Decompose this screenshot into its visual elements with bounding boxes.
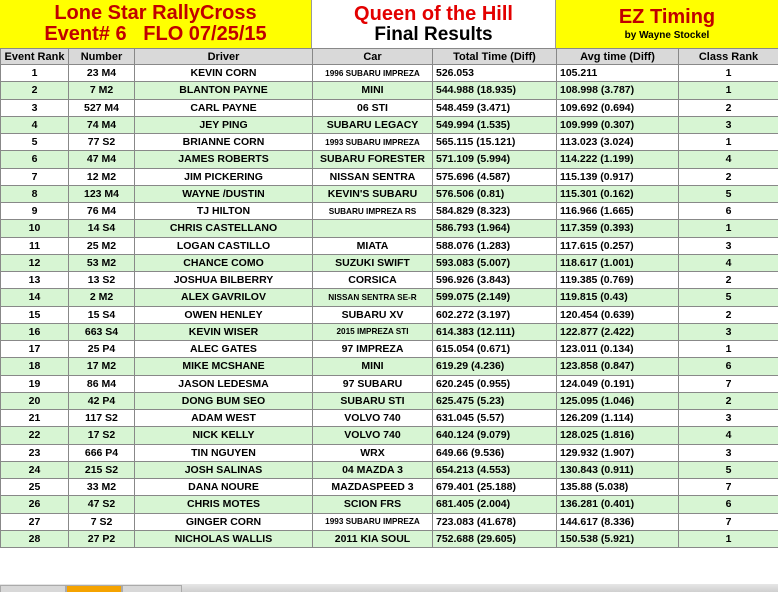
table-row <box>1 82 778 99</box>
cell-class-rank: 2 <box>679 392 778 409</box>
cell-car: SUBARU FORESTER <box>313 151 433 168</box>
cell-avg-time: 136.281 (0.401) <box>557 496 679 513</box>
cell-car <box>313 220 433 237</box>
cell-car: VOLVO 740 <box>313 410 433 427</box>
cell-event-rank: 15 <box>1 306 69 323</box>
cell-event-rank: 9 <box>1 203 69 220</box>
cell-event-rank: 22 <box>1 427 69 444</box>
header-band <box>0 0 778 48</box>
cell-event-rank: 24 <box>1 461 69 478</box>
table-row <box>1 168 778 185</box>
table-row <box>1 151 778 168</box>
table-row <box>1 116 778 133</box>
table-row <box>1 306 778 323</box>
cell-total-time: 614.383 (12.111) <box>433 323 557 340</box>
cell-number: 215 S2 <box>69 461 135 478</box>
cell-avg-time: 116.966 (1.665) <box>557 203 679 220</box>
cell-total-time: 723.083 (41.678) <box>433 513 557 530</box>
taskbar-button-active[interactable] <box>66 585 122 592</box>
col-header-class-rank: Class Rank <box>679 49 778 65</box>
taskbar-button[interactable] <box>122 585 182 592</box>
cell-driver: ALEC GATES <box>135 341 313 358</box>
column-header-row <box>1 49 778 65</box>
table-row <box>1 220 778 237</box>
cell-total-time: 679.401 (25.188) <box>433 479 557 496</box>
cell-class-rank: 4 <box>679 427 778 444</box>
cell-avg-time: 128.025 (1.816) <box>557 427 679 444</box>
cell-driver: BRIANNE CORN <box>135 134 313 151</box>
cell-avg-time: 117.615 (0.257) <box>557 237 679 254</box>
cell-driver: JASON LEDESMA <box>135 375 313 392</box>
table-row <box>1 185 778 202</box>
cell-class-rank: 1 <box>679 341 778 358</box>
cell-class-rank: 2 <box>679 306 778 323</box>
cell-avg-time: 120.454 (0.639) <box>557 306 679 323</box>
cell-event-rank: 18 <box>1 358 69 375</box>
cell-driver: LOGAN CASTILLO <box>135 237 313 254</box>
cell-total-time: 576.506 (0.81) <box>433 185 557 202</box>
cell-car: MINI <box>313 358 433 375</box>
cell-car: SUBARU LEGACY <box>313 116 433 133</box>
col-header-total-time: Total Time (Diff) <box>433 49 557 65</box>
cell-class-rank: 2 <box>679 168 778 185</box>
cell-driver: BLANTON PAYNE <box>135 82 313 99</box>
cell-event-rank: 4 <box>1 116 69 133</box>
cell-total-time: 620.245 (0.955) <box>433 375 557 392</box>
cell-driver: KEVIN CORN <box>135 65 313 82</box>
cell-event-rank: 2 <box>1 82 69 99</box>
cell-driver: DANA NOURE <box>135 479 313 496</box>
timing-title: EZ Timing <box>618 5 716 28</box>
cell-total-time: 548.459 (3.471) <box>433 99 557 116</box>
cell-number: 53 M2 <box>69 254 135 271</box>
cell-driver: DONG BUM SEO <box>135 392 313 409</box>
cell-number: 25 M2 <box>69 237 135 254</box>
cell-number: 17 S2 <box>69 427 135 444</box>
cell-event-rank: 14 <box>1 289 69 306</box>
cell-driver: NICK KELLY <box>135 427 313 444</box>
cell-car: NISSAN SENTRA <box>313 168 433 185</box>
cell-number: 25 P4 <box>69 341 135 358</box>
cell-avg-time: 135.88 (5.038) <box>557 479 679 496</box>
cell-driver: CHRIS CASTELLANO <box>135 220 313 237</box>
cell-total-time: 615.054 (0.671) <box>433 341 557 358</box>
cell-event-rank: 25 <box>1 479 69 496</box>
cell-event-rank: 6 <box>1 151 69 168</box>
table-row <box>1 203 778 220</box>
table-row <box>1 479 778 496</box>
cell-total-time: 575.696 (4.587) <box>433 168 557 185</box>
cell-total-time: 549.994 (1.535) <box>433 116 557 133</box>
cell-event-rank: 7 <box>1 168 69 185</box>
cell-number: 15 S4 <box>69 306 135 323</box>
cell-car: KEVIN'S SUBARU <box>313 185 433 202</box>
cell-avg-time: 123.858 (0.847) <box>557 358 679 375</box>
cell-number: 663 S4 <box>69 323 135 340</box>
cell-avg-time: 115.139 (0.917) <box>557 168 679 185</box>
cell-class-rank: 3 <box>679 237 778 254</box>
table-row <box>1 392 778 409</box>
cell-total-time: 654.213 (4.553) <box>433 461 557 478</box>
cell-total-time: 649.66 (9.536) <box>433 444 557 461</box>
cell-car: WRX <box>313 444 433 461</box>
table-row <box>1 444 778 461</box>
cell-number: 17 M2 <box>69 358 135 375</box>
cell-driver: NICHOLAS WALLIS <box>135 530 313 547</box>
cell-event-rank: 23 <box>1 444 69 461</box>
table-row <box>1 375 778 392</box>
cell-number: 74 M4 <box>69 116 135 133</box>
cell-driver: KEVIN WISER <box>135 323 313 340</box>
results-title-cell <box>312 0 556 48</box>
cell-number: 527 M4 <box>69 99 135 116</box>
table-row <box>1 461 778 478</box>
cell-event-rank: 11 <box>1 237 69 254</box>
cell-car: 97 IMPREZA <box>313 341 433 358</box>
table-row <box>1 134 778 151</box>
table-row <box>1 341 778 358</box>
table-row <box>1 513 778 530</box>
cell-number: 47 M4 <box>69 151 135 168</box>
cell-driver: JAMES ROBERTS <box>135 151 313 168</box>
cell-total-time: 625.475 (5.23) <box>433 392 557 409</box>
cell-avg-time: 115.301 (0.162) <box>557 185 679 202</box>
cell-total-time: 584.829 (8.323) <box>433 203 557 220</box>
cell-number: 7 M2 <box>69 82 135 99</box>
cell-driver: JEY PING <box>135 116 313 133</box>
cell-event-rank: 12 <box>1 254 69 271</box>
cell-event-rank: 21 <box>1 410 69 427</box>
organizer-title: Lone Star RallyCross <box>54 2 257 24</box>
cell-total-time: 599.075 (2.149) <box>433 289 557 306</box>
cell-avg-time: 113.023 (3.024) <box>557 134 679 151</box>
cell-driver: JOSHUA BILBERRY <box>135 272 313 289</box>
cell-avg-time: 126.209 (1.114) <box>557 410 679 427</box>
cell-class-rank: 6 <box>679 496 778 513</box>
cell-event-rank: 1 <box>1 65 69 82</box>
col-header-car: Car <box>313 49 433 65</box>
cell-number: 2 M2 <box>69 289 135 306</box>
cell-event-rank: 28 <box>1 530 69 547</box>
cell-avg-time: 122.877 (2.422) <box>557 323 679 340</box>
cell-event-rank: 5 <box>1 134 69 151</box>
cell-class-rank: 1 <box>679 530 778 547</box>
cell-avg-time: 130.843 (0.911) <box>557 461 679 478</box>
cell-class-rank: 3 <box>679 410 778 427</box>
cell-car: SUZUKI SWIFT <box>313 254 433 271</box>
cell-avg-time: 124.049 (0.191) <box>557 375 679 392</box>
cell-number: 7 S2 <box>69 513 135 530</box>
timing-credit-cell <box>556 0 778 48</box>
cell-avg-time: 119.385 (0.769) <box>557 272 679 289</box>
cell-car: 97 SUBARU <box>313 375 433 392</box>
cell-class-rank: 2 <box>679 272 778 289</box>
results-subtitle: Final Results <box>374 23 493 45</box>
cell-total-time: 593.083 (5.007) <box>433 254 557 271</box>
cell-total-time: 526.053 <box>433 65 557 82</box>
cell-number: 27 P2 <box>69 530 135 547</box>
cell-class-rank: 5 <box>679 185 778 202</box>
cell-driver: GINGER CORN <box>135 513 313 530</box>
table-row <box>1 289 778 306</box>
col-header-number: Number <box>69 49 135 65</box>
table-row <box>1 237 778 254</box>
cell-car: 1993 SUBARU IMPREZA <box>313 513 433 530</box>
table-row <box>1 427 778 444</box>
cell-number: 117 S2 <box>69 410 135 427</box>
timing-author: by Wayne Stockel <box>624 29 710 41</box>
cell-car: 1993 SUBARU IMPREZA <box>313 134 433 151</box>
table-row <box>1 272 778 289</box>
cell-class-rank: 7 <box>679 375 778 392</box>
table-row <box>1 323 778 340</box>
cell-class-rank: 4 <box>679 151 778 168</box>
results-table <box>0 48 778 548</box>
cell-event-rank: 13 <box>1 272 69 289</box>
cell-avg-time: 129.932 (1.907) <box>557 444 679 461</box>
taskbar-button[interactable] <box>0 585 66 592</box>
cell-total-time: 596.926 (3.843) <box>433 272 557 289</box>
cell-number: 14 S4 <box>69 220 135 237</box>
cell-driver: CHRIS MOTES <box>135 496 313 513</box>
cell-avg-time: 109.999 (0.307) <box>557 116 679 133</box>
cell-driver: TJ HILTON <box>135 203 313 220</box>
cell-total-time: 619.29 (4.236) <box>433 358 557 375</box>
cell-number: 666 P4 <box>69 444 135 461</box>
cell-car: 04 MAZDA 3 <box>313 461 433 478</box>
cell-avg-time: 105.211 <box>557 65 679 82</box>
cell-driver: CHANCE COMO <box>135 254 313 271</box>
event-info: Event# 6 FLO 07/25/15 <box>44 23 267 45</box>
table-row <box>1 410 778 427</box>
cell-number: 13 S2 <box>69 272 135 289</box>
table-row <box>1 358 778 375</box>
taskbar <box>0 584 778 592</box>
cell-total-time: 602.272 (3.197) <box>433 306 557 323</box>
cell-number: 23 M4 <box>69 65 135 82</box>
cell-class-rank: 2 <box>679 99 778 116</box>
cell-avg-time: 150.538 (5.921) <box>557 530 679 547</box>
cell-driver: ADAM WEST <box>135 410 313 427</box>
cell-driver: JOSH SALINAS <box>135 461 313 478</box>
cell-car: MINI <box>313 82 433 99</box>
cell-driver: JIM PICKERING <box>135 168 313 185</box>
cell-number: 76 M4 <box>69 203 135 220</box>
cell-event-rank: 8 <box>1 185 69 202</box>
cell-class-rank: 6 <box>679 203 778 220</box>
cell-avg-time: 118.617 (1.001) <box>557 254 679 271</box>
cell-total-time: 565.115 (15.121) <box>433 134 557 151</box>
cell-class-rank: 1 <box>679 220 778 237</box>
cell-class-rank: 1 <box>679 65 778 82</box>
cell-total-time: 586.793 (1.964) <box>433 220 557 237</box>
cell-avg-time: 109.692 (0.694) <box>557 99 679 116</box>
cell-class-rank: 3 <box>679 116 778 133</box>
cell-driver: CARL PAYNE <box>135 99 313 116</box>
cell-car: SCION FRS <box>313 496 433 513</box>
cell-number: 33 M2 <box>69 479 135 496</box>
cell-event-rank: 19 <box>1 375 69 392</box>
cell-car: NISSAN SENTRA SE-R <box>313 289 433 306</box>
cell-car: VOLVO 740 <box>313 427 433 444</box>
cell-avg-time: 119.815 (0.43) <box>557 289 679 306</box>
cell-class-rank: 1 <box>679 134 778 151</box>
table-row <box>1 530 778 547</box>
cell-total-time: 640.124 (9.079) <box>433 427 557 444</box>
cell-driver: ALEX GAVRILOV <box>135 289 313 306</box>
cell-class-rank: 1 <box>679 82 778 99</box>
cell-car: 1996 SUBARU IMPREZA <box>313 65 433 82</box>
cell-car: 06 STI <box>313 99 433 116</box>
cell-total-time: 631.045 (5.57) <box>433 410 557 427</box>
cell-car: SUBARU XV <box>313 306 433 323</box>
cell-total-time: 571.109 (5.994) <box>433 151 557 168</box>
cell-number: 86 M4 <box>69 375 135 392</box>
cell-event-rank: 20 <box>1 392 69 409</box>
table-row <box>1 99 778 116</box>
cell-car: SUBARU STI <box>313 392 433 409</box>
cell-class-rank: 5 <box>679 289 778 306</box>
cell-number: 42 P4 <box>69 392 135 409</box>
cell-car: 2015 IMPREZA STI <box>313 323 433 340</box>
cell-driver: OWEN HENLEY <box>135 306 313 323</box>
cell-total-time: 588.076 (1.283) <box>433 237 557 254</box>
cell-avg-time: 114.222 (1.199) <box>557 151 679 168</box>
cell-total-time: 752.688 (29.605) <box>433 530 557 547</box>
cell-avg-time: 144.617 (8.336) <box>557 513 679 530</box>
col-header-driver: Driver <box>135 49 313 65</box>
col-header-avg-time: Avg time (Diff) <box>557 49 679 65</box>
cell-event-rank: 3 <box>1 99 69 116</box>
cell-avg-time: 117.359 (0.393) <box>557 220 679 237</box>
cell-car: CORSICA <box>313 272 433 289</box>
cell-class-rank: 7 <box>679 513 778 530</box>
cell-class-rank: 3 <box>679 323 778 340</box>
competition-title: Queen of the Hill <box>354 2 513 25</box>
cell-class-rank: 7 <box>679 479 778 496</box>
table-row <box>1 65 778 82</box>
cell-event-rank: 16 <box>1 323 69 340</box>
cell-class-rank: 6 <box>679 358 778 375</box>
cell-avg-time: 125.095 (1.046) <box>557 392 679 409</box>
table-row <box>1 496 778 513</box>
col-header-event-rank: Event Rank <box>1 49 69 65</box>
cell-class-rank: 3 <box>679 444 778 461</box>
cell-event-rank: 17 <box>1 341 69 358</box>
cell-avg-time: 108.998 (3.787) <box>557 82 679 99</box>
cell-class-rank: 5 <box>679 461 778 478</box>
cell-avg-time: 123.011 (0.134) <box>557 341 679 358</box>
cell-driver: TIN NGUYEN <box>135 444 313 461</box>
cell-driver: WAYNE /DUSTIN <box>135 185 313 202</box>
cell-car: MAZDASPEED 3 <box>313 479 433 496</box>
cell-total-time: 681.405 (2.004) <box>433 496 557 513</box>
cell-car: 2011 KIA SOUL <box>313 530 433 547</box>
cell-number: 77 S2 <box>69 134 135 151</box>
cell-driver: MIKE MCSHANE <box>135 358 313 375</box>
event-title-cell <box>0 0 312 48</box>
cell-event-rank: 27 <box>1 513 69 530</box>
cell-number: 123 M4 <box>69 185 135 202</box>
table-row <box>1 254 778 271</box>
cell-event-rank: 26 <box>1 496 69 513</box>
cell-event-rank: 10 <box>1 220 69 237</box>
cell-total-time: 544.988 (18.935) <box>433 82 557 99</box>
cell-car: SUBARU IMPREZA RS <box>313 203 433 220</box>
cell-class-rank: 4 <box>679 254 778 271</box>
cell-car: MIATA <box>313 237 433 254</box>
cell-number: 12 M2 <box>69 168 135 185</box>
cell-number: 47 S2 <box>69 496 135 513</box>
